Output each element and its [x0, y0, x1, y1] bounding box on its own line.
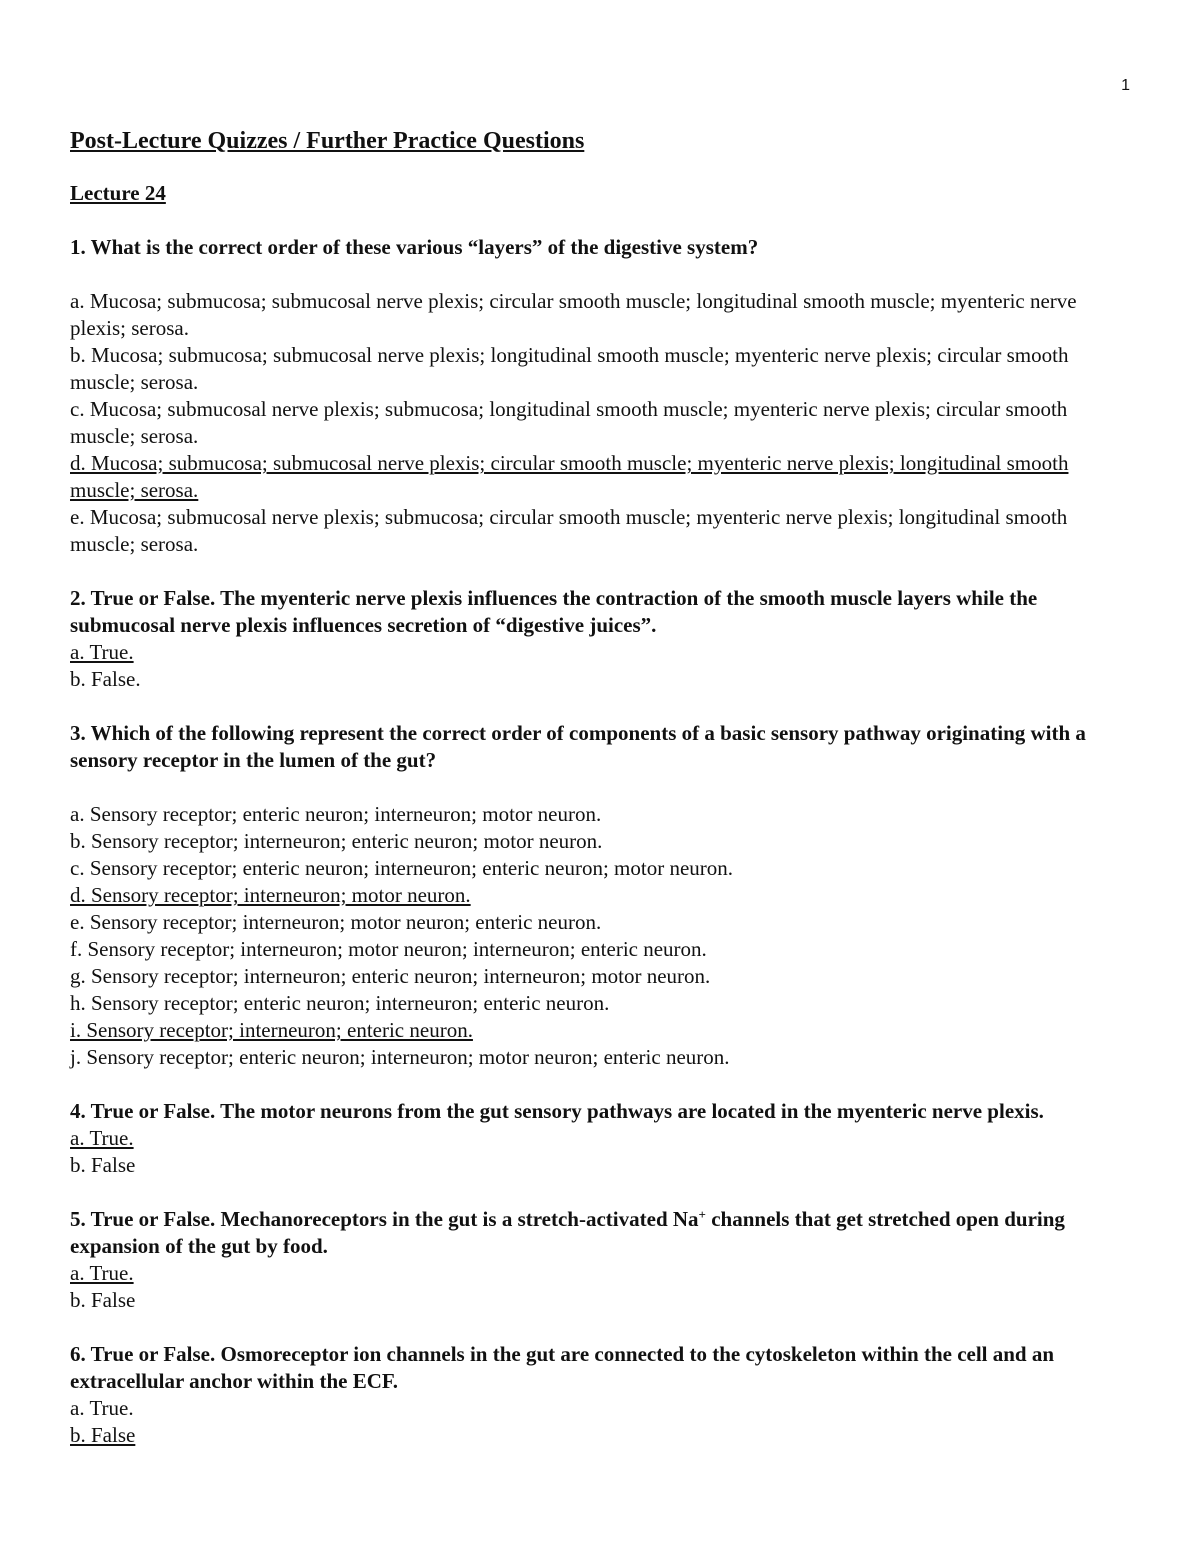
question-text: 2. True or False. The myenteric nerve plexis influences the contraction of the smooth muscle layers while the submucosal nerve plexis influences secretion of “digestive juices”. [70, 586, 1038, 637]
option-d-correct: d. Sensory receptor; interneuron; motor neuron. [70, 883, 471, 907]
option-a-correct: a. True. [70, 1126, 134, 1150]
options-list [70, 639, 1132, 693]
question-5 [70, 1206, 1132, 1314]
option-b: b. Sensory receptor; interneuron; enteric neuron; motor neuron. [70, 829, 603, 853]
question-text: 4. True or False. The motor neurons from the gut sensory pathways are located in the myenteric nerve plexis. [70, 1099, 1044, 1123]
question-text-part: channels that get stretched open during expansion of the gut by food. [70, 1207, 1065, 1258]
options-list [70, 288, 1132, 558]
options-list [70, 1395, 1132, 1449]
option-a: a. True. [70, 1396, 134, 1420]
option-b: b. False. [70, 667, 141, 691]
question-6 [70, 1341, 1132, 1449]
document-content [70, 126, 1132, 1476]
question-4 [70, 1098, 1132, 1179]
question-text: 3. Which of the following represent the correct order of components of a basic sensory pathway originating with a sensory receptor in the lumen of the gut? [70, 721, 1086, 772]
options-list [70, 1125, 1132, 1179]
question-text: 1. What is the correct order of these various “layers” of the digestive system? [70, 235, 759, 259]
option-a-correct: a. True. [70, 1261, 134, 1285]
option-e: e. Mucosa; submucosal nerve plexis; submucosa; circular smooth muscle; myenteric nerve plexis; longitudinal smooth muscle; serosa. [70, 505, 1068, 556]
option-i-correct: i. Sensory receptor; interneuron; enteric neuron. [70, 1018, 473, 1042]
option-d-correct: d. Mucosa; submucosa; submucosal nerve plexis; circular smooth muscle; myenteric nerve plexis; longitudinal smooth muscle; serosa. [70, 451, 1069, 502]
question-2 [70, 585, 1132, 693]
option-c: c. Sensory receptor; enteric neuron; interneuron; enteric neuron; motor neuron. [70, 856, 734, 880]
options-list [70, 1260, 1132, 1314]
option-e: e. Sensory receptor; interneuron; motor neuron; enteric neuron. [70, 910, 602, 934]
question-text-part: 5. True or False. Mechanoreceptors in the gut is a stretch-activated Na [70, 1207, 699, 1231]
option-b-correct: b. False [70, 1423, 136, 1447]
options-list [70, 801, 1132, 1071]
option-j: j. Sensory receptor; enteric neuron; interneuron; motor neuron; enteric neuron. [70, 1045, 730, 1069]
option-b: b. Mucosa; submucosa; submucosal nerve plexis; longitudinal smooth muscle; myenteric nerve plexis; circular smooth muscle; serosa. [70, 343, 1069, 394]
page-title: Post-Lecture Quizzes / Further Practice Questions [70, 128, 585, 154]
lecture-heading: Lecture 24 [70, 181, 166, 205]
option-a: a. Mucosa; submucosa; submucosal nerve plexis; circular smooth muscle; longitudinal smooth muscle; myenteric nerve plexis; serosa. [70, 289, 1077, 340]
option-b: b. False [70, 1288, 136, 1312]
question-text: 6. True or False. Osmoreceptor ion channels in the gut are connected to the cytoskeleton within the cell and an extracellular anchor within the ECF. [70, 1342, 1055, 1393]
option-f: f. Sensory receptor; interneuron; motor neuron; interneuron; enteric neuron. [70, 937, 707, 961]
option-a: a. Sensory receptor; enteric neuron; interneuron; motor neuron. [70, 802, 602, 826]
option-b: b. False [70, 1153, 136, 1177]
option-c: c. Mucosa; submucosal nerve plexis; submucosa; longitudinal smooth muscle; myenteric nerve plexis; circular smooth muscle; serosa. [70, 397, 1068, 448]
option-a-correct: a. True. [70, 640, 134, 664]
question-1 [70, 234, 1132, 558]
question-text [70, 1206, 1132, 1260]
page-number: 1 [1121, 77, 1130, 94]
question-3 [70, 720, 1132, 1071]
superscript-charge: + [698, 1207, 706, 1222]
option-h: h. Sensory receptor; enteric neuron; interneuron; enteric neuron. [70, 991, 610, 1015]
option-g: g. Sensory receptor; interneuron; enteric neuron; interneuron; motor neuron. [70, 964, 711, 988]
